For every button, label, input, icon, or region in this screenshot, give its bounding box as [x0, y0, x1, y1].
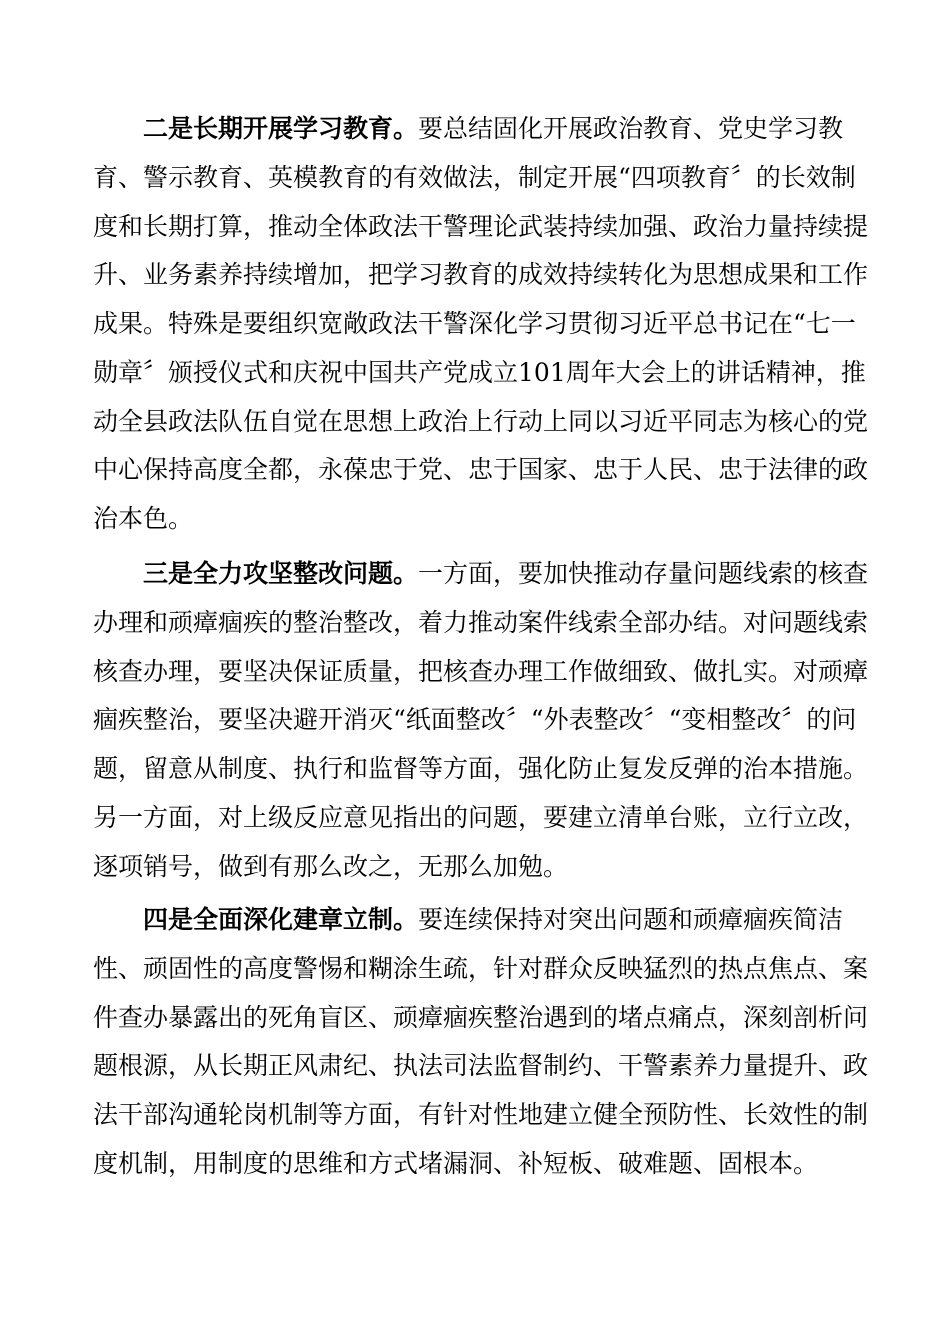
paragraph-body: 要总结固化开展政治教育、党史学习教育、警示教育、英模教育的有效做法，制定开展“四项教育〞的长效制度和长期打算，推动全体政法干警理论武装持续加强、政治力量持续提升、业务素养持续增加，把学习教育的成效持续转化为思想成果和工作成果。特殊是要组织宽敞政法干警深化学习贯彻习近平总书记在“七一勋章〞颁授仪式和庆祝中国共产党成立101周年大会上的讲话精神，推动全县政法队伍自觉在思想上政治上行动上同以习近平同志为核心的党中心保持高度全都，永葆忠于党、忠于国家、忠于人民、忠于法律的政治本色。	[93, 114, 869, 533]
paragraph-heading: 四是全面深化建章立制。	[143, 905, 419, 934]
paragraph-heading: 二是长期开展学习教育。	[143, 114, 419, 143]
paragraph-rectification	[93, 550, 873, 891]
paragraph-body: 一方面，要加快推动存量问题线索的核查办理和顽瘴痼疾的整治整改，着力推动案件线索全部办结。对问题线索核查办理，要坚决保证质量，把核查办理工作做细致、做扎实。对顽瘴痼疾整治，要坚决避开消灭“纸面整改〞“外表整改〞“变相整改〞的问题，留意从制度、执行和监督等方面，强化防止复发反弹的治本措施。另一方面，对上级反应意见指出的问题，要建立清单台账，立行立改，逐项销号，做到有那么改之，无那么加勉。	[93, 559, 869, 881]
paragraph-institution-building	[93, 896, 873, 1189]
paragraph-study-education	[93, 105, 873, 544]
paragraph-heading: 三是全力攻坚整改问题。	[143, 559, 419, 588]
paragraph-body: 要连续保持对突出问题和顽瘴痼疾简洁性、顽固性的高度警惕和糊涂生疏，针对群众反映猛烈的热点焦点、案件查办暴露出的死角盲区、顽瘴痼疾整治遇到的堵点痛点，深刻剖析问题根源，从长期正风肃纪、执法司法监督制约、干警素养力量提升、政法干部沟通轮岗机制等方面，有针对性地建立健全预防性、长效性的制度机制，用制度的思维和方式堵漏洞、补短板、破难题、固根本。	[93, 905, 869, 1178]
